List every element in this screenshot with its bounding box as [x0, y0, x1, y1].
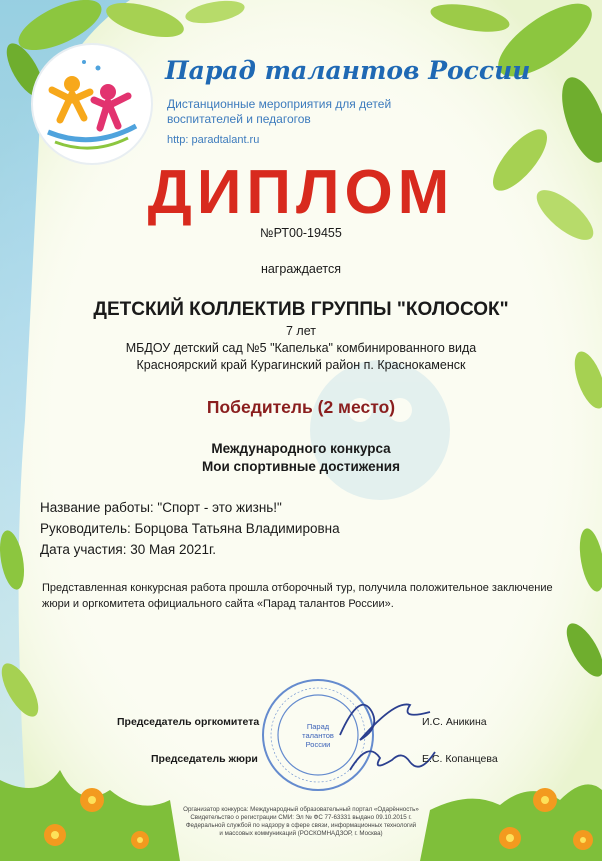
participation-date: Дата участия: 30 Мая 2021г. [40, 542, 217, 557]
footer-line-1: Организатор конкурса: Международный образовательный портал «Одарённость» [183, 806, 419, 813]
recipient-institution: МБДОУ детский сад №5 "Капелька" комбинированного вида [125, 341, 477, 355]
globe-watermark [310, 360, 450, 500]
result-note: Представленная конкурсная работа прошла отборочный тур, получила положительное заключение жюри и оргкомитета официального сайта «Парад талантов России». [42, 582, 553, 610]
brand-title: Парад талантов России [165, 56, 531, 85]
footer-line-2: Свидетельство о регистрации СМИ: Эл № ФС 77-63331 выдано 09.10.2015 г. [190, 814, 412, 821]
leader-name: Руководитель: Борцова Татьяна Владимировна [40, 521, 340, 536]
footer-line-3: Федеральной службой по надзору в сфере связи, информационных технологий [185, 822, 417, 829]
footer-line-4: и массовых коммуникаций (РОСКОМНАДЗОР, г. Москва) [219, 830, 383, 837]
chair-org-name: И.С. Аникина [422, 716, 487, 728]
chair-jury-name: Е.С. Копанцева [422, 753, 498, 765]
chair-org-label: Председатель оргкомитета [117, 716, 260, 728]
brand-url: http: paradtalant.ru [167, 134, 260, 146]
recipient-location: Красноярский край Курагинский район п. Краснокаменск [136, 358, 466, 372]
award-place: Победитель (2 место) [206, 397, 396, 417]
brand-subtitle: Дистанционные мероприятия для детей воспитателей и педагогов [167, 97, 392, 126]
work-title: Название работы: "Спорт - это жизнь!" [40, 500, 282, 515]
contest-line-2: Мои спортивные достижения [202, 459, 400, 474]
logo-emblem [32, 44, 152, 164]
recipient-age: 7 лет [286, 324, 316, 338]
recipient-name: ДЕТСКИЙ КОЛЛЕКТИВ ГРУППЫ "КОЛОСОК" [93, 299, 509, 320]
stamp-text: Парад талантов России [302, 722, 334, 749]
diploma-number: №РТ00-19455 [260, 226, 342, 240]
footer-info [0, 806, 602, 838]
awarded-label: награждается [260, 262, 342, 276]
chair-jury-label: Председатель жюри [151, 753, 258, 765]
diploma-heading: ДИПЛОМ [147, 158, 455, 227]
contest-line-1: Международного конкурса [211, 441, 391, 456]
